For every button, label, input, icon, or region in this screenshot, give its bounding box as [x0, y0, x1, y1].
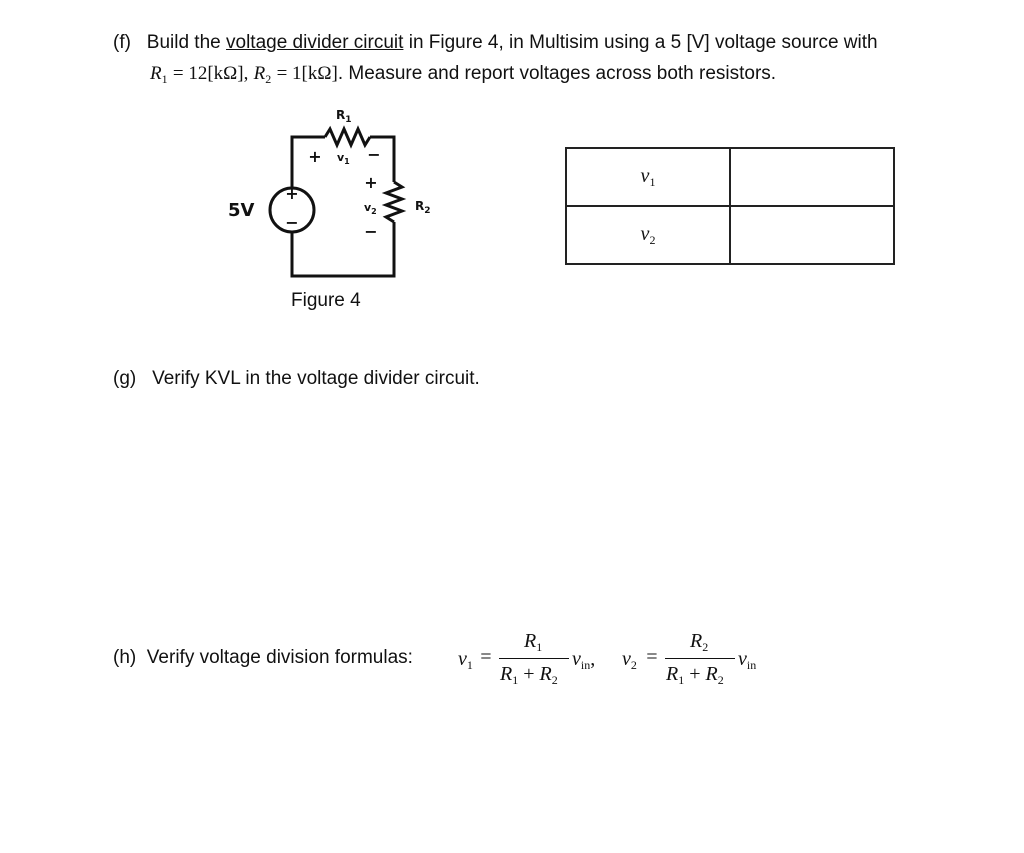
- part-f-line2: [150, 62, 776, 91]
- part-f-line1: [113, 31, 878, 55]
- table-label-cell: $v_2$: [566, 206, 730, 264]
- part-f-text-after: in Figure 4, in Multisim using a 5 [V] voltage source with: [408, 32, 878, 53]
- voltage-divider-link[interactable]: voltage divider circuit: [226, 32, 404, 53]
- formula1-numerator: $R_1$: [524, 630, 543, 654]
- figure-caption: Figure 4: [291, 290, 361, 311]
- v1-minus: −: [367, 145, 381, 164]
- table-value-cell[interactable]: [730, 148, 894, 206]
- formula1-lhs: $v_1$: [458, 648, 473, 672]
- part-f-text-end: . Measure and report voltages across both resistors.: [337, 63, 777, 84]
- r2-symbol: $R_2$: [253, 63, 272, 86]
- v1-plus: +: [308, 147, 322, 166]
- resistor-r1: [325, 129, 370, 145]
- source-plus-sign: +: [285, 184, 299, 203]
- formula1-vin: $v_{in}$,: [572, 648, 596, 672]
- formula2-vin: $v_{in}$: [738, 648, 757, 672]
- formula2-lhs: $v_2$: [622, 648, 637, 672]
- formula2-numerator: $R_2$: [690, 630, 709, 654]
- part-f-text-before: Build the: [146, 32, 221, 53]
- part-g-label: (g): [113, 368, 137, 389]
- r1-label: $R_1$: [336, 108, 352, 125]
- table-row: [566, 206, 894, 264]
- source-minus-sign: −: [285, 213, 299, 232]
- table-row: [566, 148, 894, 206]
- formula2-eq: =: [645, 646, 659, 668]
- v2-plus: +: [364, 173, 378, 192]
- part-g: [113, 367, 480, 391]
- formula2-fraction-bar: [665, 658, 735, 659]
- circuit-diagram: [220, 100, 450, 290]
- formula2-denominator: $R_1 + R_2$: [666, 663, 724, 687]
- r2-label: $R_2$: [415, 199, 431, 216]
- formula1-eq: =: [479, 646, 493, 668]
- part-h-label: (h): [113, 647, 137, 668]
- part-g-text: Verify KVL in the voltage divider circuit.: [152, 368, 480, 389]
- v1-label: $v_1$: [337, 151, 350, 166]
- v2-label: $v_2$: [364, 201, 377, 216]
- r1-value: = 12[kΩ],: [172, 63, 249, 84]
- part-h-text: Verify voltage division formulas:: [146, 647, 413, 668]
- voltage-table: [565, 147, 895, 265]
- r2-value: = 1[kΩ]: [276, 63, 338, 84]
- formula1-fraction-bar: [499, 658, 569, 659]
- r1-symbol: $R_1$: [150, 63, 168, 86]
- part-h: [113, 646, 413, 670]
- resistor-r2: [386, 182, 402, 222]
- v2-minus: −: [364, 222, 378, 241]
- table-label-cell: $v_1$: [566, 148, 730, 206]
- part-f-label: (f): [113, 32, 131, 53]
- source-label: 5V: [228, 200, 255, 221]
- table-value-cell[interactable]: [730, 206, 894, 264]
- wire-bottom: [292, 222, 394, 276]
- formula1-denominator: $R_1 + R_2$: [500, 663, 558, 687]
